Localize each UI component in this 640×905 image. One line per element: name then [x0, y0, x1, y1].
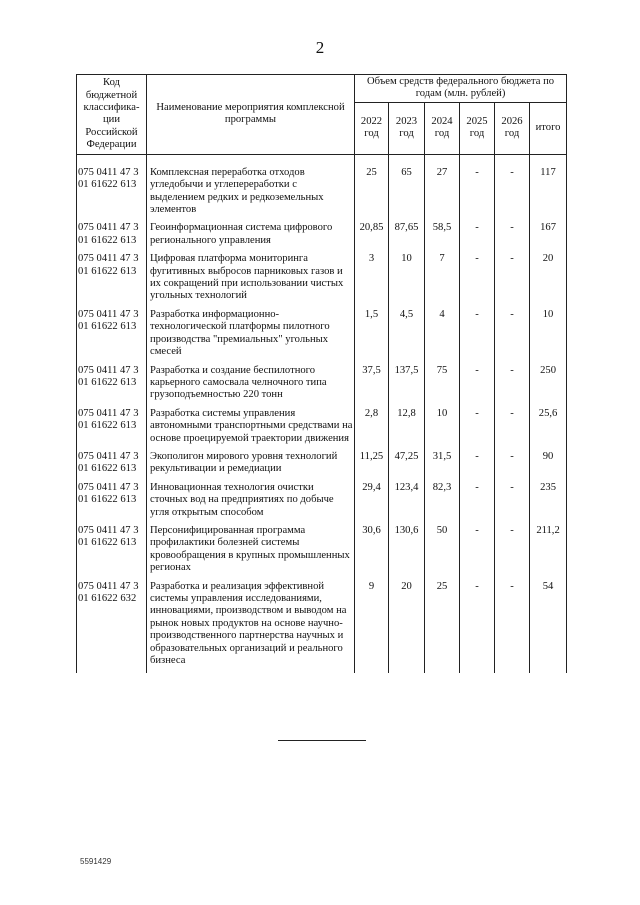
row-value-2026: -: [495, 451, 530, 482]
header-year-2024: 2024 год: [425, 102, 460, 154]
row-value-2026: -: [495, 222, 530, 253]
row-value-2026: -: [495, 167, 530, 223]
row-code-line1: 075 0411 47 3: [78, 222, 139, 234]
row-value-2023: 12,8: [389, 408, 425, 451]
header-total: итого: [530, 102, 567, 154]
row-code-line2: 01 61622 613: [78, 463, 137, 475]
row-code-line1: 075 0411 47 3: [78, 308, 139, 320]
row-code-line1: 075 0411 47 3: [78, 364, 139, 376]
table-row: [77, 525, 567, 581]
row-value-2024: 31,5: [425, 451, 460, 482]
row-code: [77, 408, 147, 451]
row-code-line1: 075 0411 47 3: [78, 524, 139, 536]
document-id: 5591429: [80, 857, 112, 866]
row-code: [77, 222, 147, 253]
row-value-2022: 11,25: [355, 451, 389, 482]
row-code: [77, 525, 147, 581]
row-code: [77, 253, 147, 309]
row-total: 54: [530, 581, 567, 674]
row-code-line2: 01 61622 613: [78, 265, 137, 277]
row-code: [77, 167, 147, 223]
table-row: [77, 167, 567, 223]
row-name: Инновационная технология очистки сточных вод на предприятиях по добыче угля открытым способом: [147, 482, 355, 525]
page-number: 2: [315, 38, 325, 57]
row-total: 235: [530, 482, 567, 525]
row-name: Геоинформационная система цифрового регионального управления: [147, 222, 355, 253]
row-code-line1: 075 0411 47 3: [78, 407, 139, 419]
row-code-line2: 01 61622 613: [78, 494, 137, 506]
header-code: Код бюджетной классифика-ции Российской Федерации: [77, 75, 147, 155]
row-value-2024: 82,3: [425, 482, 460, 525]
row-name: Разработка системы управления автономными транспортными средствами на основе проецируемой траектории движения: [147, 408, 355, 451]
row-code: [77, 581, 147, 674]
row-value-2023: 130,6: [389, 525, 425, 581]
row-code-line2: 01 61622 613: [78, 234, 137, 246]
row-value-2026: -: [495, 581, 530, 674]
row-value-2025: -: [460, 253, 495, 309]
table-row: [77, 581, 567, 674]
row-value-2025: -: [460, 222, 495, 253]
row-total: 117: [530, 167, 567, 223]
row-code-line2: 01 61622 613: [78, 179, 137, 191]
row-name: Разработка и создание беспилотного карьерного самосвала челночного типа грузоподъемностью 220 тонн: [147, 365, 355, 408]
row-value-2025: -: [460, 525, 495, 581]
row-code-line2: 01 61622 613: [78, 376, 137, 388]
row-code-line2: 01 61622 613: [78, 537, 137, 549]
row-code-line1: 075 0411 47 3: [78, 450, 139, 462]
header-volume: Объем средств федерального бюджета по годам (млн. рублей): [355, 75, 567, 103]
row-value-2026: -: [495, 365, 530, 408]
row-code: [77, 365, 147, 408]
row-value-2023: 10: [389, 253, 425, 309]
row-value-2024: 10: [425, 408, 460, 451]
row-total: 250: [530, 365, 567, 408]
row-code: [77, 451, 147, 482]
row-value-2023: 123,4: [389, 482, 425, 525]
row-total: 20: [530, 253, 567, 309]
row-value-2023: 137,5: [389, 365, 425, 408]
row-code-line1: 075 0411 47 3: [78, 580, 139, 592]
row-value-2025: -: [460, 482, 495, 525]
budget-table: [76, 74, 567, 673]
row-total: 211,2: [530, 525, 567, 581]
row-total: 25,6: [530, 408, 567, 451]
table-row: [77, 309, 567, 365]
row-value-2024: 58,5: [425, 222, 460, 253]
header-name: Наименование мероприятия комплексной программы: [147, 75, 355, 155]
row-total: 90: [530, 451, 567, 482]
row-code-line1: 075 0411 47 3: [78, 253, 139, 265]
row-name: Разработка информационно-технологической платформы пилотного производства "премиальных" угольных смесей: [147, 309, 355, 365]
row-value-2023: 20: [389, 581, 425, 674]
row-value-2025: -: [460, 451, 495, 482]
closing-rule: [278, 740, 366, 741]
header-year-2023: 2023 год: [389, 102, 425, 154]
row-value-2024: 75: [425, 365, 460, 408]
row-value-2024: 25: [425, 581, 460, 674]
row-value-2025: -: [460, 408, 495, 451]
table-row: [77, 408, 567, 451]
row-total: 167: [530, 222, 567, 253]
row-value-2024: 7: [425, 253, 460, 309]
row-value-2022: 9: [355, 581, 389, 674]
table-row: [77, 482, 567, 525]
header-year-2022: 2022 год: [355, 102, 389, 154]
row-code-line2: 01 61622 613: [78, 321, 137, 333]
row-code: [77, 309, 147, 365]
table-row: [77, 222, 567, 253]
row-name: Персонифицированная программа профилактики болезней системы кровообращения в крупных промышленных регионах: [147, 525, 355, 581]
table-row: [77, 253, 567, 309]
row-value-2022: 29,4: [355, 482, 389, 525]
row-name: Комплексная переработка отходов угледобычи и углепереработки с выделением редких и редкоземельных элементов: [147, 167, 355, 223]
row-value-2025: -: [460, 309, 495, 365]
row-value-2023: 87,65: [389, 222, 425, 253]
header-year-2025: 2025 год: [460, 102, 495, 154]
row-value-2023: 65: [389, 167, 425, 223]
row-value-2022: 3: [355, 253, 389, 309]
row-value-2024: 27: [425, 167, 460, 223]
row-value-2022: 2,8: [355, 408, 389, 451]
row-value-2026: -: [495, 253, 530, 309]
row-name: Разработка и реализация эффективной системы управления исследованиями, инновациями, производством и выводом на рынок новых продуктов на основе научно-производственного партнерства научных и образовательных организаций и реального бизнеса: [147, 581, 355, 674]
row-value-2023: 4,5: [389, 309, 425, 365]
row-value-2022: 30,6: [355, 525, 389, 581]
row-value-2024: 4: [425, 309, 460, 365]
header-year-2026: 2026 год: [495, 102, 530, 154]
table-row: [77, 365, 567, 408]
row-value-2022: 25: [355, 167, 389, 223]
row-value-2022: 37,5: [355, 365, 389, 408]
row-value-2023: 47,25: [389, 451, 425, 482]
row-code-line2: 01 61622 632: [78, 593, 137, 604]
row-value-2022: 20,85: [355, 222, 389, 253]
row-value-2024: 50: [425, 525, 460, 581]
row-name: Экополигон мирового уровня технологий рекультивации и ремедиации: [147, 451, 355, 482]
row-value-2026: -: [495, 525, 530, 581]
row-value-2022: 1,5: [355, 309, 389, 365]
row-value-2025: -: [460, 365, 495, 408]
row-value-2026: -: [495, 482, 530, 525]
row-code-line1: 075 0411 47 3: [78, 166, 139, 178]
row-value-2026: -: [495, 408, 530, 451]
row-code: [77, 482, 147, 525]
row-value-2026: -: [495, 309, 530, 365]
row-value-2025: -: [460, 167, 495, 223]
table-row: [77, 451, 567, 482]
row-code-line2: 01 61622 613: [78, 420, 137, 432]
row-total: 10: [530, 309, 567, 365]
row-name: Цифровая платформа мониторинга фугитивных выбросов парниковых газов и их сокращений при использовании чистых угольных технологий: [147, 253, 355, 309]
row-code-line1: 075 0411 47 3: [78, 481, 139, 493]
row-value-2025: -: [460, 581, 495, 674]
